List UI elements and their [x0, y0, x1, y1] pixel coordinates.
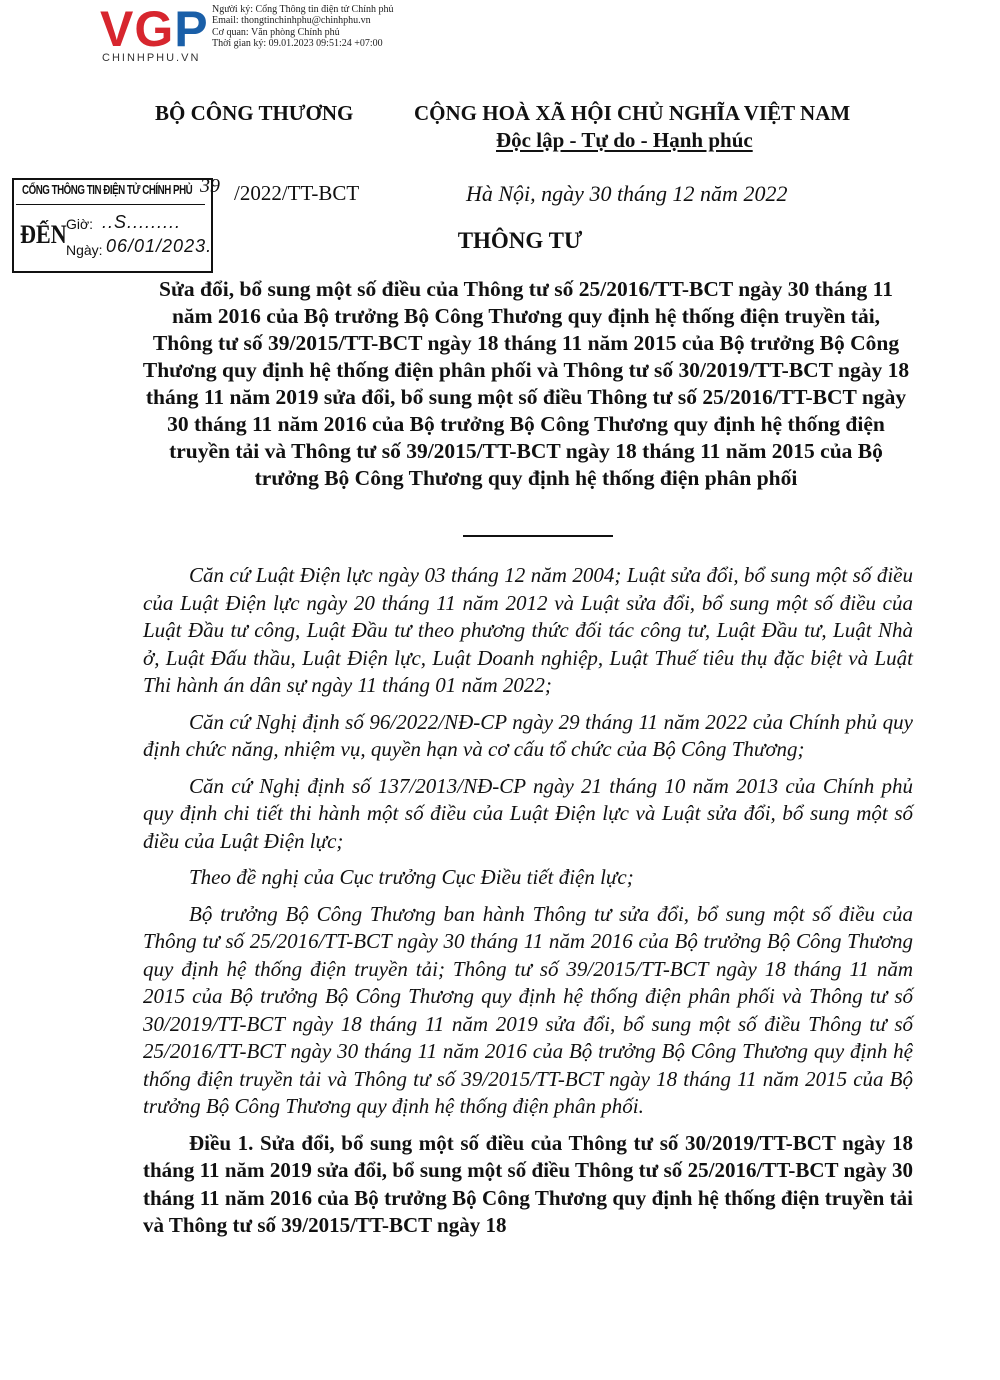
- signature-time: Thời gian ký: 09.01.2023 09:51:24 +07:00: [212, 38, 383, 50]
- nation-name: CỘNG HOÀ XÃ HỘI CHỦ NGHĨA VIỆT NAM: [414, 101, 851, 125]
- signature-email: Email: thongtinchinhphu@chinhphu.vn: [212, 15, 371, 27]
- article-1: Điều 1. Sửa đổi, bổ sung một số điều của Thông tư số 30/2019/TT-BCT ngày 18 tháng 11 năm 2019 sửa đổi, bổ sung một số điều Thông tư số 25/2016/TT-BCT ngày 30 tháng 11 năm 2016 của Bộ trưởng Bộ Công Thương quy định hệ thống điện truyền tải và Thông tư số 39/2015/TT-BCT ngày 18: [143, 1130, 913, 1237]
- title-divider: [463, 535, 613, 537]
- preamble-paragraph: Căn cứ Luật Điện lực ngày 03 tháng 12 năm 2004; Luật sửa đổi, bổ sung một số điều của Luật Điện lực ngày 20 tháng 11 năm 2012 và Luật sửa đổi, bổ sung một số điều của Luật Đầu tư công, Luật Đầu tư theo phương thức đối tác công tư, Luật Đầu tư, Luật Nhà ở, Luật Đấu thầu, Luật Điện lực, Luật Doanh nghiệp, Luật Thuế tiêu thụ đặc biệt và Luật Thi hành án dân sự ngày 11 tháng 01 năm 2022;: [143, 563, 913, 697]
- document-body: [143, 562, 913, 1249]
- issuer-name: BỘ CÔNG THƯƠNG: [155, 101, 354, 125]
- document-title: THÔNG TƯ: [457, 228, 583, 253]
- preamble-paragraph: Theo đề nghị của Cục trưởng Cục Điều tiết điện lực;: [189, 865, 634, 889]
- vgp-logo-subtext: CHINHPHU.VN: [102, 52, 201, 64]
- signature-signer: Người ký: Cổng Thông tin điện tử Chính phủ: [212, 4, 394, 15]
- doc-number: /2022/TT-BCT: [234, 181, 360, 205]
- stamp-date-value: 06/01/2023.: [106, 236, 213, 256]
- vgp-logo: [100, 0, 218, 64]
- preamble-paragraph: Căn cứ Nghị định số 96/2022/NĐ-CP ngày 29 tháng 11 năm 2022 của Chính phủ quy định chức năng, nhiệm vụ, quyền hạn và cơ cấu tổ chức của Bộ Công Thương;: [143, 709, 913, 761]
- national-motto: Độc lập - Tự do - Hạnh phúc: [496, 128, 753, 152]
- stamp-time-label: Giờ:: [66, 216, 94, 232]
- preamble-paragraph: Bộ trưởng Bộ Công Thương ban hành Thông tư sửa đổi, bổ sung một số điều của Thông tư số 25/2016/TT-BCT ngày 30 tháng 11 năm 2016 của Bộ trưởng Bộ Công Thương quy định hệ thống điện truyền tải; Thông tư số 39/2015/TT-BCT ngày 18 tháng 11 năm 2015 của Bộ trưởng Bộ Công Thương quy định hệ thống điện phân phối và Thông tư số 30/2019/TT-BCT ngày 18 tháng 11 năm 2019 sửa đổi, bổ sung một số điều Thông tư số 25/2016/TT-BCT ngày 30 tháng 11 năm 2016 của Bộ trưởng Bộ Công Thương quy định hệ thống điện truyền tải và Thông tư số 39/2015/TT-BCT ngày 18 tháng 11 năm 2015 của Bộ trưởng Bộ Công Thương quy định hệ thống điện phân phối.: [143, 901, 913, 1118]
- doc-number-handwritten: 39: [200, 175, 220, 197]
- received-stamp: [12, 178, 213, 273]
- stamp-den: ĐẾN: [20, 220, 67, 249]
- preamble-paragraph: Căn cứ Nghị định số 137/2013/NĐ-CP ngày 21 tháng 10 năm 2013 của Chính phủ quy định chi tiết thi hành một số điều của Luật Điện lực và Luật sửa đổi, bổ sung một số điều của Luật Điện lực;: [143, 773, 913, 853]
- stamp-org: CỔNG THÔNG TIN ĐIỆN TỬ CHÍNH PHỦ: [22, 183, 193, 197]
- vgp-logo-letters: VGP: [100, 1, 209, 57]
- document-subtitle: Sửa đổi, bổ sung một số điều của Thông tư số 25/2016/TT-BCT ngày 30 tháng 11 năm 2016 của Bộ trưởng Bộ Công Thương quy định hệ thống điện truyền tải, Thông tư số 39/2015/TT-BCT ngày 18 tháng 11 năm 2015 của Bộ trưởng Bộ Công Thương quy định hệ thống điện phân phối và Thông tư số 30/2019/TT-BCT ngày 18 tháng 11 năm 2019 sửa đổi, bổ sung một số điều Thông tư số 25/2016/TT-BCT ngày 30 tháng 11 năm 2016 của Bộ trưởng Bộ Công Thương quy định hệ thống điện truyền tải và Thông tư số 39/2015/TT-BCT ngày 18 tháng 11 năm 2015 của Bộ trưởng Bộ Công Thương quy định hệ thống điện phân phối: [142, 277, 910, 490]
- signature-agency: Cơ quan: Văn phòng Chính phủ: [212, 26, 340, 38]
- digital-signature-info: [212, 4, 394, 50]
- stamp-divider: [16, 204, 205, 205]
- stamp-time-value: ..S.........: [102, 212, 182, 232]
- issue-date: Hà Nội, ngày 30 tháng 12 năm 2022: [466, 181, 788, 206]
- stamp-date-label: Ngày:: [66, 242, 103, 258]
